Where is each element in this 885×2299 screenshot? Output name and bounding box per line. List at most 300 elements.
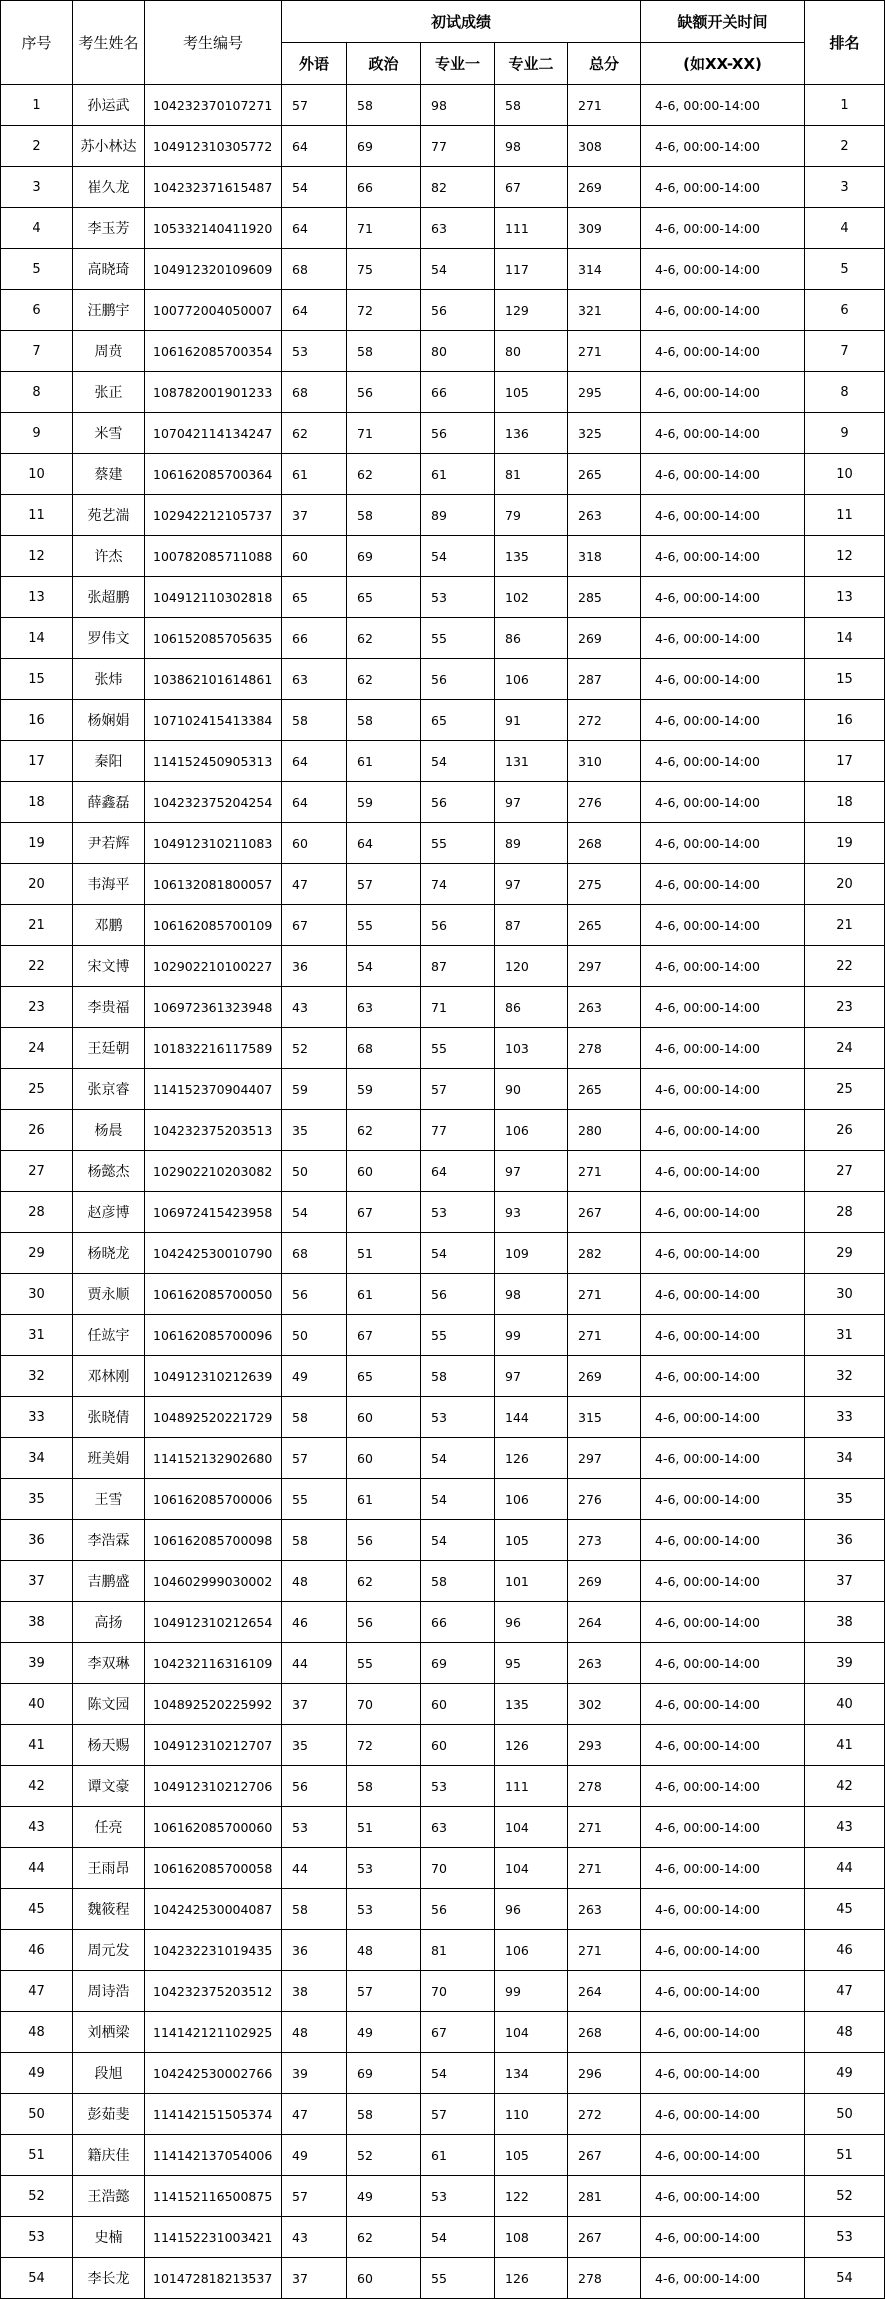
cell-politics: 58	[347, 700, 421, 741]
cell-slot: 4-6, 00:00-14:00	[641, 1438, 805, 1479]
cell-id: 104912310211083	[145, 823, 282, 864]
table-row	[1, 1315, 885, 1356]
cell-foreign: 68	[282, 372, 347, 413]
cell-slot: 4-6, 00:00-14:00	[641, 1889, 805, 1930]
cell-slot: 4-6, 00:00-14:00	[641, 1233, 805, 1274]
cell-total: 308	[568, 126, 641, 167]
cell-id: 104912320109609	[145, 249, 282, 290]
cell-seq: 5	[1, 249, 73, 290]
cell-name: 李双琳	[73, 1643, 145, 1684]
cell-major1: 98	[421, 85, 495, 126]
cell-seq: 6	[1, 290, 73, 331]
cell-slot: 4-6, 00:00-14:00	[641, 700, 805, 741]
cell-politics: 60	[347, 1397, 421, 1438]
cell-major2: 67	[495, 167, 568, 208]
cell-major2: 120	[495, 946, 568, 987]
cell-rank: 32	[805, 1356, 885, 1397]
cell-politics: 58	[347, 85, 421, 126]
cell-major2: 106	[495, 1479, 568, 1520]
cell-major2: 79	[495, 495, 568, 536]
cell-total: 263	[568, 987, 641, 1028]
header-slot-sub: (如XX-XX)	[641, 43, 805, 85]
cell-rank: 5	[805, 249, 885, 290]
cell-foreign: 58	[282, 1520, 347, 1561]
cell-slot: 4-6, 00:00-14:00	[641, 1274, 805, 1315]
cell-major1: 60	[421, 1684, 495, 1725]
cell-id: 106132081800057	[145, 864, 282, 905]
cell-total: 271	[568, 1274, 641, 1315]
cell-slot: 4-6, 00:00-14:00	[641, 1807, 805, 1848]
cell-name: 贾永顺	[73, 1274, 145, 1315]
cell-rank: 38	[805, 1602, 885, 1643]
cell-id: 106162085700096	[145, 1315, 282, 1356]
cell-major1: 58	[421, 1356, 495, 1397]
cell-id: 104232375203513	[145, 1110, 282, 1151]
cell-name: 刘栖梁	[73, 2012, 145, 2053]
cell-foreign: 63	[282, 659, 347, 700]
cell-total: 267	[568, 2217, 641, 2258]
cell-major2: 135	[495, 1684, 568, 1725]
cell-major1: 56	[421, 1274, 495, 1315]
cell-seq: 8	[1, 372, 73, 413]
cell-major2: 97	[495, 1151, 568, 1192]
cell-seq: 47	[1, 1971, 73, 2012]
table-row	[1, 495, 885, 536]
cell-total: 295	[568, 372, 641, 413]
cell-slot: 4-6, 00:00-14:00	[641, 1930, 805, 1971]
cell-total: 269	[568, 618, 641, 659]
cell-name: 段旭	[73, 2053, 145, 2094]
cell-rank: 2	[805, 126, 885, 167]
cell-rank: 3	[805, 167, 885, 208]
cell-major2: 96	[495, 1602, 568, 1643]
cell-major1: 54	[421, 1233, 495, 1274]
cell-major2: 98	[495, 126, 568, 167]
cell-id: 114152231003421	[145, 2217, 282, 2258]
cell-total: 318	[568, 536, 641, 577]
cell-major2: 99	[495, 1315, 568, 1356]
cell-rank: 34	[805, 1438, 885, 1479]
cell-seq: 42	[1, 1766, 73, 1807]
cell-slot: 4-6, 00:00-14:00	[641, 741, 805, 782]
cell-foreign: 68	[282, 249, 347, 290]
cell-rank: 14	[805, 618, 885, 659]
cell-name: 张炜	[73, 659, 145, 700]
cell-rank: 54	[805, 2258, 885, 2299]
cell-rank: 19	[805, 823, 885, 864]
cell-slot: 4-6, 00:00-14:00	[641, 1520, 805, 1561]
cell-seq: 50	[1, 2094, 73, 2135]
cell-id: 104602999030002	[145, 1561, 282, 1602]
cell-slot: 4-6, 00:00-14:00	[641, 2258, 805, 2299]
cell-slot: 4-6, 00:00-14:00	[641, 290, 805, 331]
cell-id: 104242530002766	[145, 2053, 282, 2094]
cell-total: 264	[568, 1602, 641, 1643]
cell-foreign: 54	[282, 1192, 347, 1233]
cell-name: 苑艺湍	[73, 495, 145, 536]
cell-rank: 44	[805, 1848, 885, 1889]
cell-major1: 70	[421, 1971, 495, 2012]
table-row	[1, 1438, 885, 1479]
cell-slot: 4-6, 00:00-14:00	[641, 987, 805, 1028]
table-row	[1, 1233, 885, 1274]
cell-seq: 13	[1, 577, 73, 618]
cell-id: 104232375204254	[145, 782, 282, 823]
table-row	[1, 864, 885, 905]
cell-rank: 27	[805, 1151, 885, 1192]
cell-seq: 52	[1, 2176, 73, 2217]
table-row	[1, 454, 885, 495]
cell-rank: 10	[805, 454, 885, 495]
cell-politics: 59	[347, 1069, 421, 1110]
cell-politics: 57	[347, 864, 421, 905]
cell-total: 278	[568, 1028, 641, 1069]
cell-id: 101472818213537	[145, 2258, 282, 2299]
table-row	[1, 1766, 885, 1807]
cell-major2: 122	[495, 2176, 568, 2217]
cell-slot: 4-6, 00:00-14:00	[641, 126, 805, 167]
cell-name: 李长龙	[73, 2258, 145, 2299]
cell-major2: 103	[495, 1028, 568, 1069]
cell-major2: 93	[495, 1192, 568, 1233]
cell-seq: 27	[1, 1151, 73, 1192]
cell-slot: 4-6, 00:00-14:00	[641, 536, 805, 577]
cell-slot: 4-6, 00:00-14:00	[641, 1356, 805, 1397]
cell-politics: 57	[347, 1971, 421, 2012]
cell-seq: 21	[1, 905, 73, 946]
cell-politics: 72	[347, 290, 421, 331]
cell-total: 285	[568, 577, 641, 618]
cell-rank: 49	[805, 2053, 885, 2094]
cell-total: 271	[568, 1315, 641, 1356]
cell-name: 孙运武	[73, 85, 145, 126]
cell-rank: 51	[805, 2135, 885, 2176]
cell-total: 276	[568, 782, 641, 823]
table-row	[1, 290, 885, 331]
cell-slot: 4-6, 00:00-14:00	[641, 1479, 805, 1520]
table-row	[1, 1971, 885, 2012]
table-row	[1, 987, 885, 1028]
cell-politics: 62	[347, 454, 421, 495]
cell-seq: 9	[1, 413, 73, 454]
cell-foreign: 55	[282, 1479, 347, 1520]
cell-politics: 69	[347, 2053, 421, 2094]
cell-major1: 53	[421, 1397, 495, 1438]
header-politics: 政治	[347, 43, 421, 85]
cell-politics: 55	[347, 905, 421, 946]
cell-seq: 49	[1, 2053, 73, 2094]
cell-rank: 46	[805, 1930, 885, 1971]
cell-name: 王雨昂	[73, 1848, 145, 1889]
cell-seq: 45	[1, 1889, 73, 1930]
cell-foreign: 65	[282, 577, 347, 618]
table-row	[1, 1274, 885, 1315]
cell-slot: 4-6, 00:00-14:00	[641, 1028, 805, 1069]
cell-politics: 60	[347, 2258, 421, 2299]
cell-total: 269	[568, 167, 641, 208]
cell-politics: 72	[347, 1725, 421, 1766]
cell-slot: 4-6, 00:00-14:00	[641, 782, 805, 823]
cell-rank: 48	[805, 2012, 885, 2053]
cell-foreign: 35	[282, 1110, 347, 1151]
cell-rank: 20	[805, 864, 885, 905]
cell-name: 任亮	[73, 1807, 145, 1848]
cell-id: 114152370904407	[145, 1069, 282, 1110]
cell-seq: 11	[1, 495, 73, 536]
cell-politics: 75	[347, 249, 421, 290]
cell-major1: 81	[421, 1930, 495, 1971]
table-row	[1, 905, 885, 946]
cell-politics: 69	[347, 126, 421, 167]
cell-politics: 62	[347, 1110, 421, 1151]
cell-major1: 54	[421, 1438, 495, 1479]
cell-major1: 80	[421, 331, 495, 372]
cell-slot: 4-6, 00:00-14:00	[641, 1766, 805, 1807]
cell-name: 王浩懿	[73, 2176, 145, 2217]
cell-id: 114152132902680	[145, 1438, 282, 1479]
cell-major1: 54	[421, 741, 495, 782]
cell-total: 268	[568, 2012, 641, 2053]
cell-major1: 54	[421, 1520, 495, 1561]
cell-total: 280	[568, 1110, 641, 1151]
cell-major1: 57	[421, 2094, 495, 2135]
cell-foreign: 57	[282, 1438, 347, 1479]
cell-foreign: 58	[282, 1397, 347, 1438]
cell-name: 许杰	[73, 536, 145, 577]
cell-total: 271	[568, 1848, 641, 1889]
cell-politics: 49	[347, 2176, 421, 2217]
cell-foreign: 47	[282, 2094, 347, 2135]
table-row	[1, 1356, 885, 1397]
cell-total: 269	[568, 1356, 641, 1397]
table-row	[1, 1561, 885, 1602]
cell-name: 彭茹斐	[73, 2094, 145, 2135]
cell-name: 赵彦博	[73, 1192, 145, 1233]
cell-name: 秦阳	[73, 741, 145, 782]
cell-rank: 23	[805, 987, 885, 1028]
cell-slot: 4-6, 00:00-14:00	[641, 1192, 805, 1233]
cell-politics: 61	[347, 1479, 421, 1520]
cell-major2: 86	[495, 618, 568, 659]
cell-major2: 126	[495, 1725, 568, 1766]
header-id: 考生编号	[145, 1, 282, 85]
cell-foreign: 64	[282, 126, 347, 167]
cell-politics: 58	[347, 495, 421, 536]
cell-major1: 56	[421, 659, 495, 700]
table-row	[1, 372, 885, 413]
cell-major2: 105	[495, 1520, 568, 1561]
cell-total: 267	[568, 1192, 641, 1233]
cell-major2: 129	[495, 290, 568, 331]
cell-major1: 56	[421, 413, 495, 454]
cell-major2: 80	[495, 331, 568, 372]
cell-name: 李浩霖	[73, 1520, 145, 1561]
cell-politics: 71	[347, 413, 421, 454]
cell-seq: 14	[1, 618, 73, 659]
cell-seq: 29	[1, 1233, 73, 1274]
table-row	[1, 1807, 885, 1848]
cell-major2: 134	[495, 2053, 568, 2094]
header-scores-group: 初试成绩	[282, 1, 641, 43]
cell-rank: 30	[805, 1274, 885, 1315]
cell-major2: 111	[495, 1766, 568, 1807]
cell-major1: 56	[421, 1889, 495, 1930]
header-total: 总分	[568, 43, 641, 85]
cell-foreign: 64	[282, 290, 347, 331]
cell-slot: 4-6, 00:00-14:00	[641, 249, 805, 290]
cell-major2: 102	[495, 577, 568, 618]
header-seq: 序号	[1, 1, 73, 85]
cell-seq: 15	[1, 659, 73, 700]
cell-id: 106162085700050	[145, 1274, 282, 1315]
cell-rank: 9	[805, 413, 885, 454]
cell-id: 102942212105737	[145, 495, 282, 536]
cell-rank: 24	[805, 1028, 885, 1069]
cell-id: 104912310212707	[145, 1725, 282, 1766]
cell-major1: 55	[421, 618, 495, 659]
cell-id: 100772004050007	[145, 290, 282, 331]
cell-rank: 15	[805, 659, 885, 700]
cell-rank: 12	[805, 536, 885, 577]
table-row	[1, 1479, 885, 1520]
cell-foreign: 62	[282, 413, 347, 454]
cell-foreign: 61	[282, 454, 347, 495]
cell-foreign: 43	[282, 987, 347, 1028]
cell-id: 104912310212639	[145, 1356, 282, 1397]
cell-major1: 53	[421, 2176, 495, 2217]
cell-id: 106162085700354	[145, 331, 282, 372]
cell-seq: 12	[1, 536, 73, 577]
cell-total: 275	[568, 864, 641, 905]
cell-rank: 36	[805, 1520, 885, 1561]
cell-total: 287	[568, 659, 641, 700]
cell-major1: 70	[421, 1848, 495, 1889]
cell-slot: 4-6, 00:00-14:00	[641, 618, 805, 659]
cell-id: 107102415413384	[145, 700, 282, 741]
cell-major1: 54	[421, 536, 495, 577]
cell-total: 265	[568, 1069, 641, 1110]
cell-name: 班美娟	[73, 1438, 145, 1479]
cell-major1: 87	[421, 946, 495, 987]
cell-slot: 4-6, 00:00-14:00	[641, 2094, 805, 2135]
cell-name: 谭文豪	[73, 1766, 145, 1807]
cell-foreign: 38	[282, 1971, 347, 2012]
cell-major1: 54	[421, 2217, 495, 2258]
cell-slot: 4-6, 00:00-14:00	[641, 2135, 805, 2176]
cell-major2: 97	[495, 782, 568, 823]
cell-total: 265	[568, 905, 641, 946]
cell-politics: 63	[347, 987, 421, 1028]
cell-foreign: 50	[282, 1315, 347, 1356]
cell-rank: 18	[805, 782, 885, 823]
cell-rank: 29	[805, 1233, 885, 1274]
cell-major2: 87	[495, 905, 568, 946]
cell-id: 104232116316109	[145, 1643, 282, 1684]
table-row	[1, 1520, 885, 1561]
cell-id: 104912310212654	[145, 1602, 282, 1643]
cell-slot: 4-6, 00:00-14:00	[641, 1684, 805, 1725]
table-row	[1, 1602, 885, 1643]
cell-seq: 25	[1, 1069, 73, 1110]
table-row	[1, 577, 885, 618]
cell-major1: 63	[421, 1807, 495, 1848]
cell-seq: 46	[1, 1930, 73, 1971]
cell-rank: 41	[805, 1725, 885, 1766]
cell-id: 106162085700006	[145, 1479, 282, 1520]
cell-id: 106162085700098	[145, 1520, 282, 1561]
cell-major1: 64	[421, 1151, 495, 1192]
cell-total: 310	[568, 741, 641, 782]
cell-name: 李贵福	[73, 987, 145, 1028]
cell-name: 杨娴娟	[73, 700, 145, 741]
cell-total: 293	[568, 1725, 641, 1766]
cell-slot: 4-6, 00:00-14:00	[641, 864, 805, 905]
cell-politics: 58	[347, 2094, 421, 2135]
cell-slot: 4-6, 00:00-14:00	[641, 1561, 805, 1602]
table-row	[1, 1397, 885, 1438]
cell-major2: 91	[495, 700, 568, 741]
cell-politics: 55	[347, 1643, 421, 1684]
cell-id: 104232371615487	[145, 167, 282, 208]
cell-major2: 126	[495, 2258, 568, 2299]
cell-slot: 4-6, 00:00-14:00	[641, 331, 805, 372]
cell-major1: 74	[421, 864, 495, 905]
cell-foreign: 48	[282, 2012, 347, 2053]
cell-slot: 4-6, 00:00-14:00	[641, 413, 805, 454]
cell-rank: 22	[805, 946, 885, 987]
cell-name: 罗伟文	[73, 618, 145, 659]
cell-id: 107042114134247	[145, 413, 282, 454]
cell-total: 271	[568, 85, 641, 126]
cell-politics: 66	[347, 167, 421, 208]
cell-name: 李玉芳	[73, 208, 145, 249]
cell-name: 高晓琦	[73, 249, 145, 290]
cell-rank: 33	[805, 1397, 885, 1438]
header-rank: 排名	[805, 1, 885, 85]
table-row	[1, 249, 885, 290]
cell-politics: 54	[347, 946, 421, 987]
cell-major2: 106	[495, 659, 568, 700]
cell-total: 272	[568, 2094, 641, 2135]
cell-politics: 62	[347, 618, 421, 659]
cell-major2: 89	[495, 823, 568, 864]
cell-seq: 3	[1, 167, 73, 208]
cell-name: 张晓倩	[73, 1397, 145, 1438]
cell-foreign: 49	[282, 1356, 347, 1397]
header-major1: 专业一	[421, 43, 495, 85]
cell-major2: 111	[495, 208, 568, 249]
cell-politics: 48	[347, 1930, 421, 1971]
cell-rank: 42	[805, 1766, 885, 1807]
cell-politics: 60	[347, 1151, 421, 1192]
table-row	[1, 1930, 885, 1971]
cell-id: 104892520225992	[145, 1684, 282, 1725]
cell-total: 302	[568, 1684, 641, 1725]
cell-id: 108782001901233	[145, 372, 282, 413]
cell-major2: 101	[495, 1561, 568, 1602]
table-row	[1, 2217, 885, 2258]
cell-rank: 53	[805, 2217, 885, 2258]
cell-rank: 6	[805, 290, 885, 331]
cell-id: 104232231019435	[145, 1930, 282, 1971]
cell-politics: 62	[347, 1561, 421, 1602]
table-row	[1, 2094, 885, 2135]
cell-total: 263	[568, 1889, 641, 1930]
cell-slot: 4-6, 00:00-14:00	[641, 2217, 805, 2258]
cell-major1: 55	[421, 823, 495, 864]
cell-name: 张京睿	[73, 1069, 145, 1110]
cell-major2: 131	[495, 741, 568, 782]
